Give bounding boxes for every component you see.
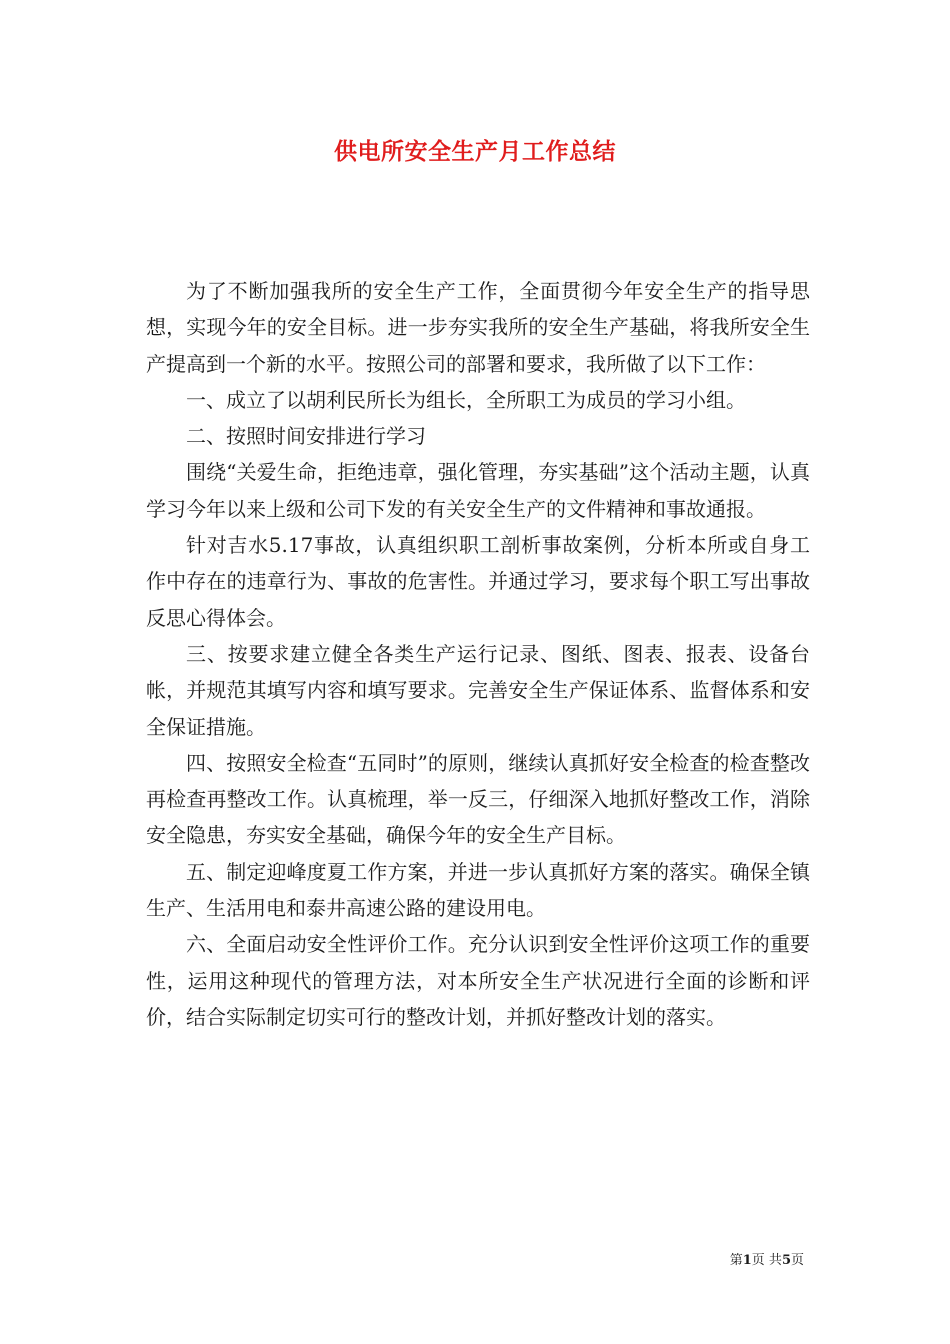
paragraph-item-3: 三、按要求建立健全各类生产运行记录、图纸、图表、报表、设备台帐，并规范其填写内容和填写要求。完善安全生产保证体系、监督体系和安全保证措施。 xyxy=(146,641,810,739)
paragraph-accident-analysis: 针对吉水5.17事故，认真组织职工剖析事故案例，分析本所或自身工作中存在的违章行为、事故的危害性。并通过学习，要求每个职工写出事故反思心得体会。 xyxy=(146,533,810,630)
footer-suffix: 页 xyxy=(790,1253,804,1268)
footer-middle: 页 共 xyxy=(751,1253,782,1268)
footer-current-page: 1 xyxy=(742,1253,752,1268)
paragraph-item-2: 二、按照时间安排进行学习 xyxy=(186,424,426,449)
footer-total-pages: 5 xyxy=(781,1253,791,1268)
paragraph-item-1: 一、成立了以胡利民所长为组长，全所职工为成员的学习小组。 xyxy=(186,387,746,412)
paragraph-study-theme: 围绕“关爱生命，拒绝违章，强化管理，夯实基础”这个活动主题，认真学习今年以来上级和公司下发的有关安全生产的文件精神和事故通报。 xyxy=(146,460,810,521)
paragraph-item-5: 五、制定迎峰度夏工作方案，并进一步认真抓好方案的落实。确保全镇生产、生活用电和泰井高速公路的建设用电。 xyxy=(146,859,810,921)
document-title: 供电所安全生产月工作总结 xyxy=(334,138,616,165)
page-number-footer xyxy=(730,1249,804,1268)
paragraph-item-4: 四、按照安全检查“五同时”的原则，继续认真抓好安全检查的检查整改再检查再整改工作。认真梳理，举一反三，仔细深入地抓好整改工作，消除安全隐患，夯实安全基础，确保今年的安全生产目标。 xyxy=(146,750,810,848)
paragraph-item-6: 六、全面启动安全性评价工作。充分认识到安全性评价这项工作的重要性，运用这种现代的管理方法，对本所安全生产状况进行全面的诊断和评价，结合实际制定切实可行的整改计划，并抓好整改计划的落实。 xyxy=(146,932,810,1029)
paragraph-intro: 为了不断加强我所的安全生产工作，全面贯彻今年安全生产的指导思想，实现今年的安全目标。进一步夯实我所的安全生产基础，将我所安全生产提高到一个新的水平。按照公司的部署和要求，我所做了以下工作： xyxy=(146,279,810,376)
footer-prefix: 第 xyxy=(729,1253,743,1268)
document-body xyxy=(146,273,810,1035)
